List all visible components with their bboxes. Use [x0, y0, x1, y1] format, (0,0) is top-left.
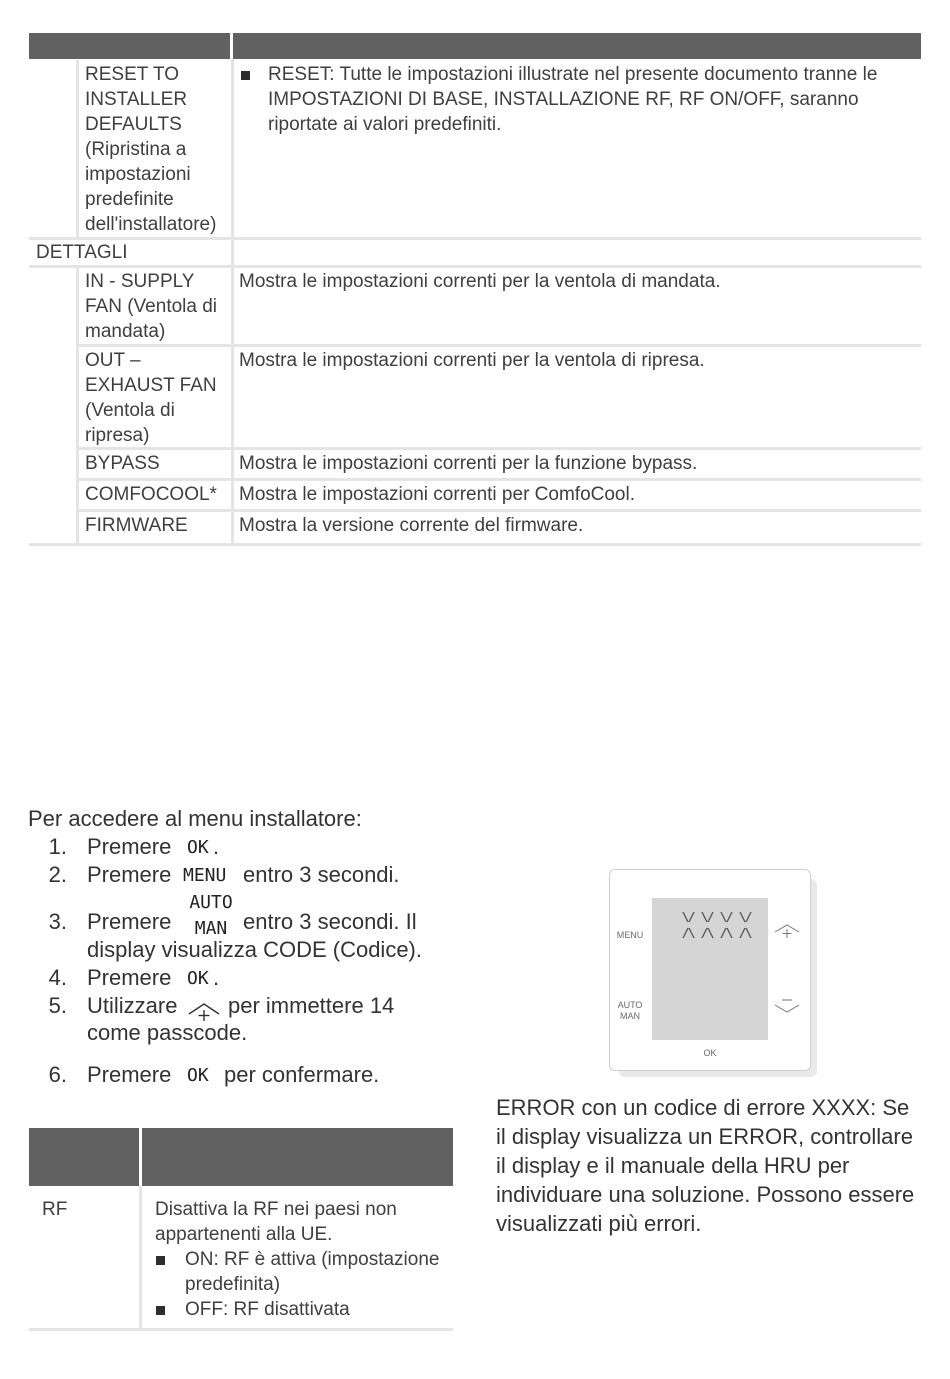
- step-text: Premere: [87, 1062, 172, 1087]
- step-text: Premere: [87, 965, 172, 990]
- step-text: per immettere 14: [228, 993, 395, 1018]
- device-menu-label: MENU: [616, 930, 644, 940]
- step-text: Premere: [87, 862, 172, 887]
- indent-column-divider: [76, 60, 79, 238]
- table-header-col-2: [233, 33, 921, 59]
- row-divider: [29, 265, 921, 268]
- table-row-exhaust-fan-label: OUT – EXHAUST FAN (Ventola di ripresa): [85, 350, 217, 446]
- step-text: .: [213, 965, 220, 990]
- row-divider: [29, 237, 921, 240]
- step-number: 5.: [48, 993, 67, 1018]
- table-group-dettagli: DETTAGLI: [36, 242, 128, 263]
- table-row-firmware-desc: Mostra la versione corrente del firmware.: [239, 515, 584, 536]
- step-number: 3.: [48, 909, 67, 934]
- menu-button-label: MENU: [183, 865, 227, 886]
- table-row-supply-fan-desc: Mostra le impostazioni correnti per la ventola di mandata.: [239, 271, 721, 292]
- step-text-line-2: display visualizza CODE (Codice).: [87, 937, 422, 962]
- bullet-icon: [156, 1256, 165, 1265]
- row-divider: [76, 447, 921, 450]
- step-text: Utilizzare: [87, 993, 178, 1018]
- rf-option-on: ON: RF è attiva (impostazione predefinita): [185, 1249, 440, 1295]
- table-row-supply-fan-label: IN - SUPPLY FAN (Ventola di mandata): [85, 271, 218, 342]
- step-text: Premere: [87, 834, 172, 859]
- step-text: entro 3 secondi. Il: [243, 909, 417, 934]
- column-divider: [231, 60, 234, 546]
- table-row-firmware-label: FIRMWARE: [85, 515, 188, 536]
- instructions-intro: Per accedere al menu installatore:: [28, 806, 362, 831]
- rf-option-off: OFF: RF disattivata: [185, 1299, 350, 1320]
- step-text: .: [213, 834, 220, 859]
- device-ok-label: OK: [703, 1048, 717, 1058]
- bullet-icon: [156, 1306, 165, 1315]
- table-row-comfocool-label: COMFOCOOL*: [85, 484, 217, 505]
- row-divider: [76, 509, 921, 512]
- row-divider: [76, 478, 921, 481]
- device-auto-label: AUTO: [617, 1000, 643, 1010]
- auto-button-label: AUTO: [189, 892, 233, 913]
- display-segments: [680, 910, 760, 940]
- step-number: 2.: [48, 862, 67, 887]
- table-row-bypass-desc: Mostra le impostazioni correnti per la funzione bypass.: [239, 453, 698, 474]
- step-text-line-2: come passcode.: [87, 1020, 248, 1045]
- error-description: ERROR con un codice di errore XXXX: Se il display visualizza un ERROR, controllare il display e il manuale della HRU per individuare una soluzione. Possono essere visualizzati più errori.: [496, 1095, 915, 1236]
- indent-column-divider: [76, 268, 79, 546]
- table-header-col-1: [29, 33, 230, 59]
- table-row-reset-desc: RESET: Tutte le impostazioni illustrate nel presente documento tranne le IMPOSTAZIONI DI BASE, INSTALLAZIONE RF, RF ON/OFF, saranno riportate ai valori predefiniti.: [268, 64, 878, 135]
- rf-table-bottom-border: [29, 1328, 453, 1331]
- step-number: 1.: [48, 834, 67, 859]
- ok-button-label: OK: [187, 968, 209, 989]
- step-number: 6.: [48, 1062, 67, 1087]
- bullet-icon: [241, 71, 250, 80]
- ok-button-label: OK: [187, 1065, 209, 1086]
- step-text: per confermare.: [224, 1062, 380, 1087]
- table-row-reset-label: RESET TO INSTALLER DEFAULTS (Ripristina a impostazioni predefinite dell'installatore): [85, 64, 217, 235]
- rf-table-header-col-1: [29, 1128, 139, 1186]
- rf-table-header-col-2: [142, 1128, 453, 1186]
- rf-description: Disattiva la RF nei paesi non appartenenti alla UE.: [155, 1199, 397, 1245]
- step-text: Premere: [87, 909, 172, 934]
- ok-button-label: OK: [187, 837, 209, 858]
- device-plus-icon: [774, 922, 800, 940]
- table-row-bypass-label: BYPASS: [85, 453, 160, 474]
- table-row-comfocool-desc: Mostra le impostazioni correnti per ComfoCool.: [239, 484, 635, 505]
- column-divider: [139, 1186, 142, 1330]
- table-bottom-border: [29, 543, 921, 546]
- man-button-label: MAN: [194, 918, 228, 939]
- row-divider: [76, 344, 921, 347]
- rf-label: RF: [42, 1199, 68, 1220]
- step-number: 4.: [48, 965, 67, 990]
- device-minus-icon: [774, 998, 800, 1016]
- device-man-label: MAN: [620, 1011, 640, 1021]
- step-text: entro 3 secondi.: [243, 862, 400, 887]
- table-row-exhaust-fan-desc: Mostra le impostazioni correnti per la ventola di ripresa.: [239, 350, 705, 371]
